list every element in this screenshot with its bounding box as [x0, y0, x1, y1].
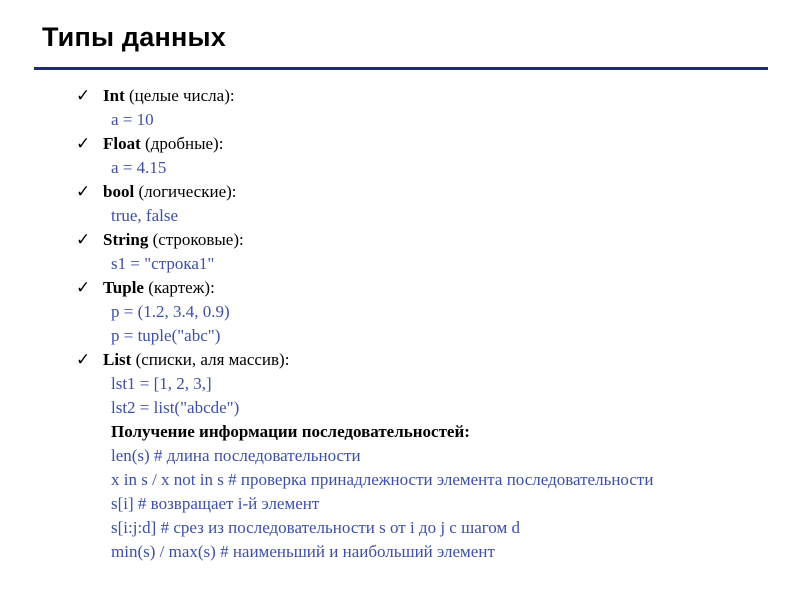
check-icon: ✓	[76, 350, 91, 369]
code-line: lst2 = list("abcde")	[111, 398, 240, 417]
code-line: true, false	[111, 206, 179, 225]
type-desc: (дробные):	[140, 134, 224, 153]
code-line: x in s / x not in s # проверка принадлежности элемента последовательности	[111, 470, 654, 489]
code-line: s[i:j:d] # срез из последовательности s от i до j с шагом d	[111, 518, 520, 537]
check-icon: ✓	[76, 182, 91, 201]
code-line: a = 10	[111, 110, 154, 129]
type-name: List	[103, 350, 132, 369]
code-line: p = tuple("abc")	[111, 326, 221, 345]
code-line: lst1 = [1, 2, 3,]	[111, 374, 212, 393]
type-desc: (строковые):	[148, 230, 244, 249]
check-icon: ✓	[76, 134, 91, 153]
sequence-info-heading: Получение информации последовательностей:	[111, 422, 470, 441]
code-line: min(s) / max(s) # наименьший и наибольший элемент	[111, 542, 495, 561]
list-item-float	[76, 132, 776, 156]
check-icon: ✓	[76, 230, 91, 249]
type-desc: (картеж):	[143, 278, 215, 297]
type-name: bool	[103, 182, 135, 201]
type-name: Float	[103, 134, 141, 153]
title-underline	[34, 67, 768, 70]
code-line: s1 = "строка1"	[111, 254, 215, 273]
list-item-bool	[76, 180, 776, 204]
list-item-string	[76, 228, 776, 252]
type-name: Int	[103, 86, 125, 105]
check-icon: ✓	[76, 278, 91, 297]
type-desc: (целые числа):	[124, 86, 235, 105]
type-name: String	[103, 230, 149, 249]
code-line: p = (1.2, 3.4, 0.9)	[111, 302, 230, 321]
type-desc: (списки, аля массив):	[131, 350, 290, 369]
slide-content	[76, 84, 776, 564]
check-icon: ✓	[76, 86, 91, 105]
type-name: Tuple	[103, 278, 144, 297]
code-line: s[i] # возвращает i-й элемент	[111, 494, 320, 513]
list-item-tuple	[76, 276, 776, 300]
list-item-list	[76, 348, 776, 372]
code-line: len(s) # длина последовательности	[111, 446, 361, 465]
code-line: a = 4.15	[111, 158, 167, 177]
type-desc: (логические):	[134, 182, 237, 201]
slide-title: Типы данных	[42, 22, 226, 52]
list-item-int	[76, 84, 776, 108]
